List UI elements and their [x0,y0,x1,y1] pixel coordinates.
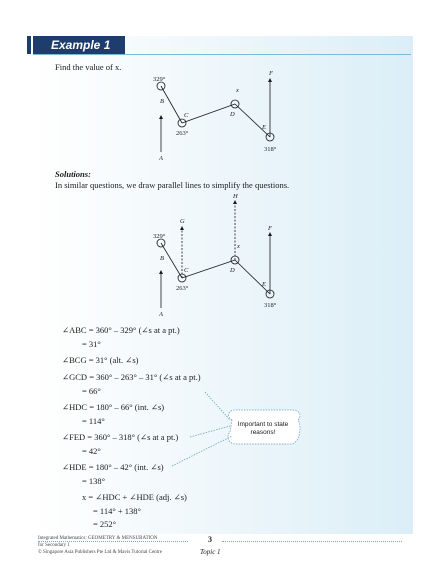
callout-pointer-hdc [205,392,230,420]
label-d: D [230,267,235,274]
example-banner [33,36,411,55]
step-abc: ∠ABC = 360° – 329° (∠s at a pt.) [62,325,180,335]
page-number: 3 [208,535,212,544]
step-x-sum: = 114° + 138° [93,506,141,516]
step-hde: ∠HDE = 180° – 42° (int. ∠s) [62,462,164,472]
figure-2 [0,190,428,320]
callout-pointer-fed [190,426,230,437]
solutions-heading: Solutions: [55,169,91,179]
label-e: E [262,124,266,131]
label-f: F [269,70,273,77]
line-d-to-e [235,260,270,294]
label-d: D [230,111,235,118]
callout-bubble [0,380,428,500]
label-x: x [236,87,239,94]
example-title: Example 1 [33,36,125,54]
label-h: H [233,193,238,200]
footer-level: for Secondary 1 [38,543,70,548]
step-x: x = ∠HDC + ∠HDE (adj. ∠s) [82,492,187,502]
step-gcd: ∠GCD = 360° – 263° – 31° (∠s at a pt.) [62,372,201,382]
label-b: B [160,98,164,105]
step-hdc-result: = 114° [82,416,105,426]
footer-book-title: Integrated Mathematics: GEOMETRY & MENSURATION [38,536,158,541]
step-bcg: ∠BCG = 31° (alt. ∠s) [62,355,139,365]
label-e: E [262,281,266,288]
line-b-to-c [161,243,182,278]
label-b: B [160,255,164,262]
footer-rule-right [222,541,402,542]
label-263: 263° [176,285,189,292]
step-hdc: ∠HDC = 180° – 66° (int. ∠s) [62,402,165,412]
step-fed: ∠FED = 360° – 318° (∠s at a pt.) [62,432,179,442]
label-c: C [184,112,189,119]
label-a: A [159,155,163,162]
label-329: 329° [153,233,166,240]
label-318: 318° [264,146,277,153]
step-gcd-result: = 66° [82,386,101,396]
callout-text: Important to state reasons! [237,421,289,436]
callout-pointer-hde [172,436,232,466]
line-b-to-c [161,86,182,123]
label-c: C [184,267,189,274]
label-263: 263° [176,130,189,137]
label-a: A [159,311,163,318]
topic-label: Topic 1 [200,548,221,556]
step-fed-result: = 42° [82,446,101,456]
label-x: x [237,243,240,250]
label-f: F [268,225,272,232]
footer-copyright: © Singapore Asia Publishers Pte Ltd & Mavis Tutorial Centre [38,550,162,555]
question-text: Find the value of x. [55,62,122,72]
line-d-to-e [235,104,270,137]
label-318: 318° [264,302,277,309]
line-c-to-d [182,260,235,278]
line-c-to-d [182,104,235,123]
label-329: 329° [153,76,166,83]
step-hde-result: = 138° [82,476,106,486]
step-abc-result: = 31° [82,339,101,349]
footer-rule-left [38,541,188,542]
solutions-intro: In similar questions, we draw parallel lines to simplify the questions. [55,180,290,190]
step-x-result: = 252° [93,519,117,529]
label-g: G [180,218,185,225]
